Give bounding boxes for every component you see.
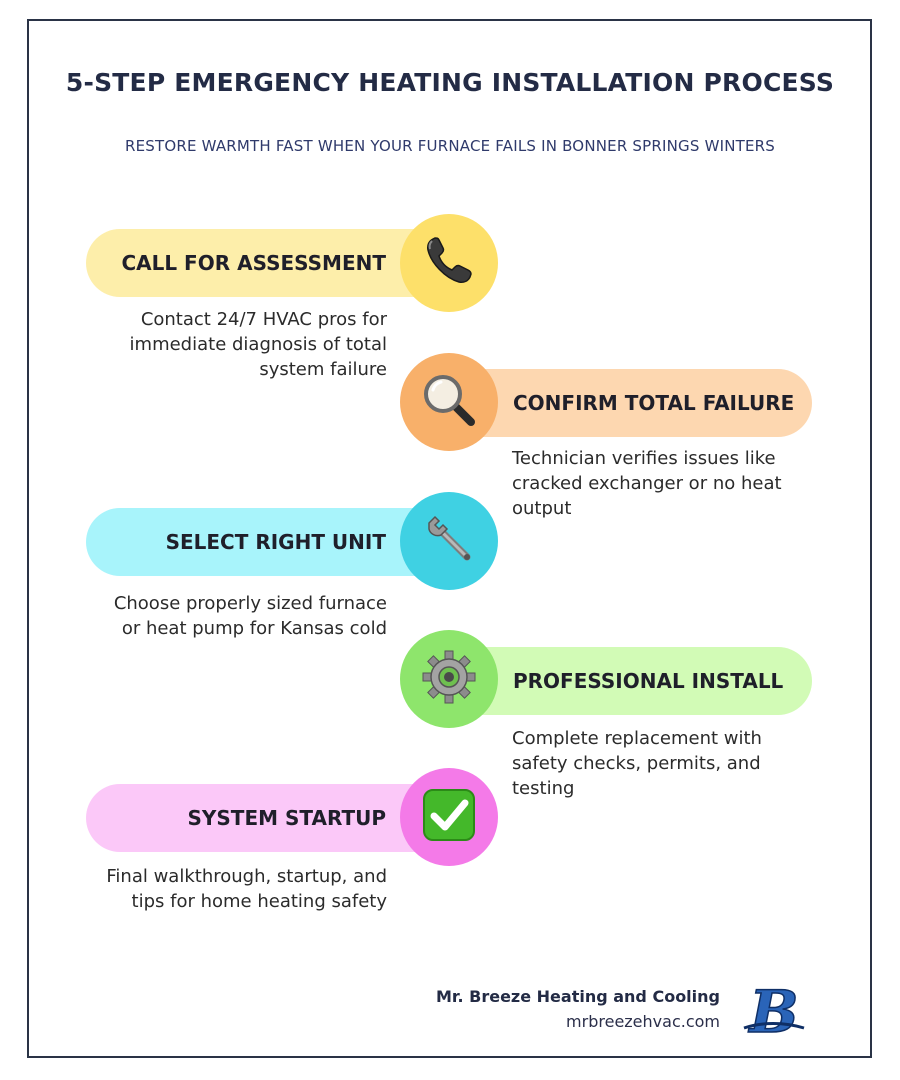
- company-name: Mr. Breeze Heating and Cooling: [435, 987, 720, 1006]
- step-1-label: CALL FOR ASSESSMENT: [121, 251, 386, 275]
- step-3-icon-circle: [400, 492, 498, 590]
- phone-icon: [419, 231, 479, 295]
- step-3-label: SELECT RIGHT UNIT: [165, 530, 386, 554]
- wrench-icon: [419, 509, 479, 573]
- step-2-description: Technician verifies issues like cracked exchanger or no heat output: [512, 448, 782, 519]
- step-4-icon-circle: [400, 630, 498, 728]
- svg-text:B: B: [749, 980, 799, 1042]
- company-logo: [738, 980, 810, 1042]
- company-website[interactable]: mrbreezehvac.com: [566, 1012, 720, 1031]
- gear-icon: [419, 647, 479, 711]
- page-title: 5-STEP EMERGENCY HEATING INSTALLATION PROCESS: [65, 68, 835, 97]
- page-subtitle: RESTORE WARMTH FAST WHEN YOUR FURNACE FAILS IN BONNER SPRINGS WINTERS: [124, 137, 776, 155]
- step-5-icon-circle: [400, 768, 498, 866]
- step-4-label: PROFESSIONAL INSTALL: [513, 669, 784, 693]
- step-5-description: Final walkthrough, startup, and tips for home heating safety: [106, 866, 387, 912]
- step-1-icon-circle: [400, 214, 498, 312]
- check-mark-icon: [419, 785, 479, 849]
- step-2-icon-circle: [400, 353, 498, 451]
- step-4-description: Complete replacement with safety checks, permits, and testing: [512, 728, 762, 799]
- magnifying-glass-icon: [419, 370, 479, 434]
- step-3-description: Choose properly sized furnace or heat pump for Kansas cold: [113, 593, 387, 639]
- step-1-description: Contact 24/7 HVAC pros for immediate diagnosis of total system failure: [129, 309, 387, 380]
- step-2-label: CONFIRM TOTAL FAILURE: [513, 391, 795, 415]
- step-5-label: SYSTEM STARTUP: [187, 806, 386, 830]
